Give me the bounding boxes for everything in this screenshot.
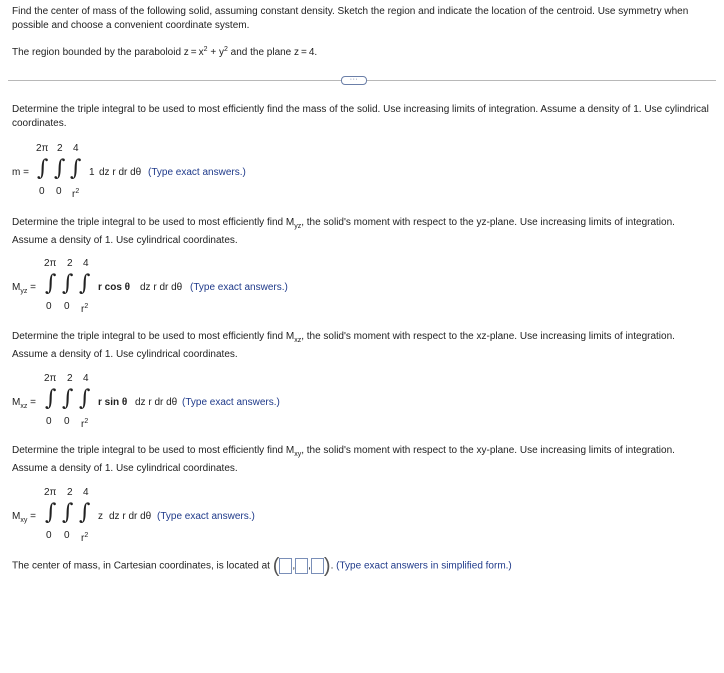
mxz-question: Determine the triple integral to be used to most efficiently find $M_{xz}$, the solid's moment with respect to the xz-plane. Use increasing limits of integration. Assume a density of 1. Use cylindrical coordinates. — [12, 331, 675, 360]
mass-question: Determine the triple integral to be used to most efficiently find the mass of the solid. Use increasing limits of integration. Assume a density of 1. Use cylindrical coordinates. — [12, 104, 709, 129]
mass-integral: 2π 2 4 m = ∫ ∫ ∫ 1 dz r dr dθ (Type exact answers.) 0 0 $r^2$ — [12, 143, 246, 200]
myz-question: Determine the triple integral to be used to most efficiently find $M_{yz}$, the solid's moment with respect to the yz-plane. Use increasing limits of integration. Assume a density of 1. Use cylindrical coordinates. — [12, 217, 675, 246]
center-of-mass-label: The center of mass, in Cartesian coordinates, is located at — [12, 560, 270, 572]
mxy-question: Determine the triple integral to be used to most efficiently find $M_{xy}$, the solid's moment with respect to the xy-plane. Use increasing limits of integration. Assume a density of 1. Use cylindrical coordinates. — [12, 445, 675, 474]
com-y-input[interactable] — [295, 558, 308, 574]
myz-hint: (Type exact answers.) — [190, 282, 288, 293]
mxz-hint: (Type exact answers.) — [182, 397, 280, 408]
center-of-mass-row: The center of mass, in Cartesian coordinates, is located at ( , , ). (Type exact answers in simplified form.) — [12, 555, 512, 577]
problem-intro: Find the center of mass of the following solid, assuming constant density. Sketch the region and indicate the location of the centroid. Use symmetry when possible and choose a convenient coordinate system. — [12, 6, 689, 31]
mass-hint: (Type exact answers.) — [148, 167, 246, 178]
mxy-hint: (Type exact answers.) — [157, 511, 255, 522]
com-z-input[interactable] — [311, 558, 324, 574]
mxz-integral: 2π 2 4 $M_{xz}$ = ∫ ∫ ∫ r sin θ dz r dr dθ (Type exact answers.) 0 0 $r^2$ — [12, 373, 280, 430]
mxy-integral: 2π 2 4 $M_{xy}$ = ∫ ∫ ∫ z dz r dr dθ (Type exact answers.) 0 0 $r^2$ — [12, 487, 255, 544]
final-hint: (Type exact answers in simplified form.) — [336, 560, 512, 572]
more-button[interactable]: ··· — [341, 76, 367, 85]
myz-integral: 2π 2 4 $M_{yz}$ = ∫ ∫ ∫ r cos θ dz r dr dθ (Type exact answers.) 0 0 $r^2$ — [12, 258, 288, 315]
com-x-input[interactable] — [279, 558, 292, 574]
problem-region: The region bounded by the paraboloid $z = x^2 + y^2$ and the plane z = 4. — [12, 46, 318, 58]
